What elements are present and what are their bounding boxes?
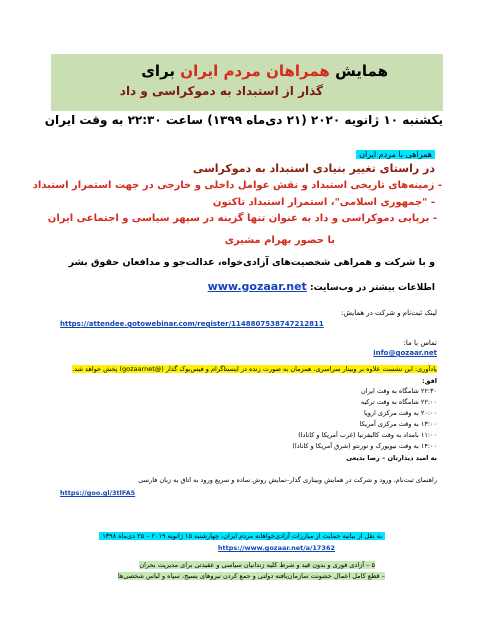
contact-label: تماس با ما: [403,339,437,347]
website-link[interactable]: www.gozaar.net [207,280,307,293]
guide-text: راهنمای ثبت‌نام، ورود و شرکت در همایش وبیناری گذار–نمایش روش ساده و سریع ورود به اتاق به زبان فارسی [138,476,437,484]
footer-quote: به نقل از بیانیه حمایت از مبارزات آزادی‌خواهانه مردم ایران، چهارشنبه ۱۵ ژانویه ۲۰۱۹ – ۲۵ دی‌ماه ۱۳۹۸ [99,532,385,540]
guest-speaker: با حضور بهرام مشیری [224,235,335,246]
footer-demand-2: – قطع کامل اعمال خشونت سازمان‌یافته دولتی و جمع کردن نیروهای بسیج، سپاه و لباس شخصی‌ها [117,572,385,580]
program-heading: در راستای تغییر بنیادی استبداد به دموکراسی [192,162,435,175]
broadcast-note: یادآوری: این نشست علاوه بر وبینار سراسری، همزمان به صورت زنده در اینستاگرام و فیس‌بوک گذار (@gozaarnet) پخش خواهد شد. [72,365,437,373]
time-item: ۲۲:۰۰ شامگاه به وقت ترکیه [360,398,437,406]
closing-signature: به امید دیدارتان – رضا بدیعی [346,454,437,462]
event-title-pre: همایش [329,62,388,80]
event-date: یکشنبه ۱۰ ژانویه ۲۰۲۰ (۲۱ دی‌ماه ۱۳۹۹) ساعت ۲۲:۳۰ به وقت ایران [44,113,443,127]
registration-link[interactable]: https://attendee.gotowebinar.com/register/1148807538747212811 [60,320,324,328]
footer-demand-1: ۵ – آزادی فوری و بدون قید و شرط کلیه زندانیان سیاسی و عقیدتی برای مدیریت بحران [139,561,375,569]
time-item: ۱۱:۰۰ بامداد به وقت کالیفرنیا (غرب آمریکا و کانادا) [298,431,437,439]
event-title-post: برای [141,62,181,80]
contact-email[interactable]: info@gozaar.net [373,349,437,357]
more-info-line [208,280,435,293]
participants-line: و با شرکت و همراهی شخصیت‌های آزادی‌خواه، عدالت‌جو و مدافعان حقوق بشر [68,257,435,268]
event-title [141,62,388,80]
program-item-2: - "جمهوری اسلامی"، استمرار استبداد تاکنون [212,197,435,208]
time-item: ۱۴:۰۰ به وقت نیویورک و تورنتو (شرق آمریکا و کانادا) [292,442,437,450]
times-label: افق: [422,377,437,385]
event-title-highlight: همراهان مردم ایران [180,62,330,80]
program-tag: همراهی با مردم ایران [356,150,435,159]
registration-label: لینک ثبت‌نام و شرکت در همایش: [340,309,437,317]
time-item: ۲۲:۳۰ شامگاه به وقت ایران [360,387,437,395]
guide-link[interactable]: https://goo.gl/3tlFA5 [60,489,136,497]
footer-link[interactable]: https://www.gozaar.net/a/17362 [217,544,335,552]
title-banner [51,54,443,111]
time-item: ۱۳:۰۰ به وقت مرکزی آمریکا [359,420,437,428]
program-item-3: - برپایی دموکراسی و داد به عنوان تنها گزینه در سپهر سیاسی و اجتماعی ایران [47,213,437,224]
event-subtitle: گذار از استبداد به دموکراسی و داد [119,84,323,98]
program-item-1: - زمینه‌های تاریخی استبداد و نقش عوامل داخلی و خارجی در جهت استمرار استبداد [32,180,442,191]
time-item: ۲۰:۰۰ به وقت مرکزی اروپا [363,409,437,417]
more-info-label: اطلاعات بیشتر در وب‌سایت: [309,283,435,293]
